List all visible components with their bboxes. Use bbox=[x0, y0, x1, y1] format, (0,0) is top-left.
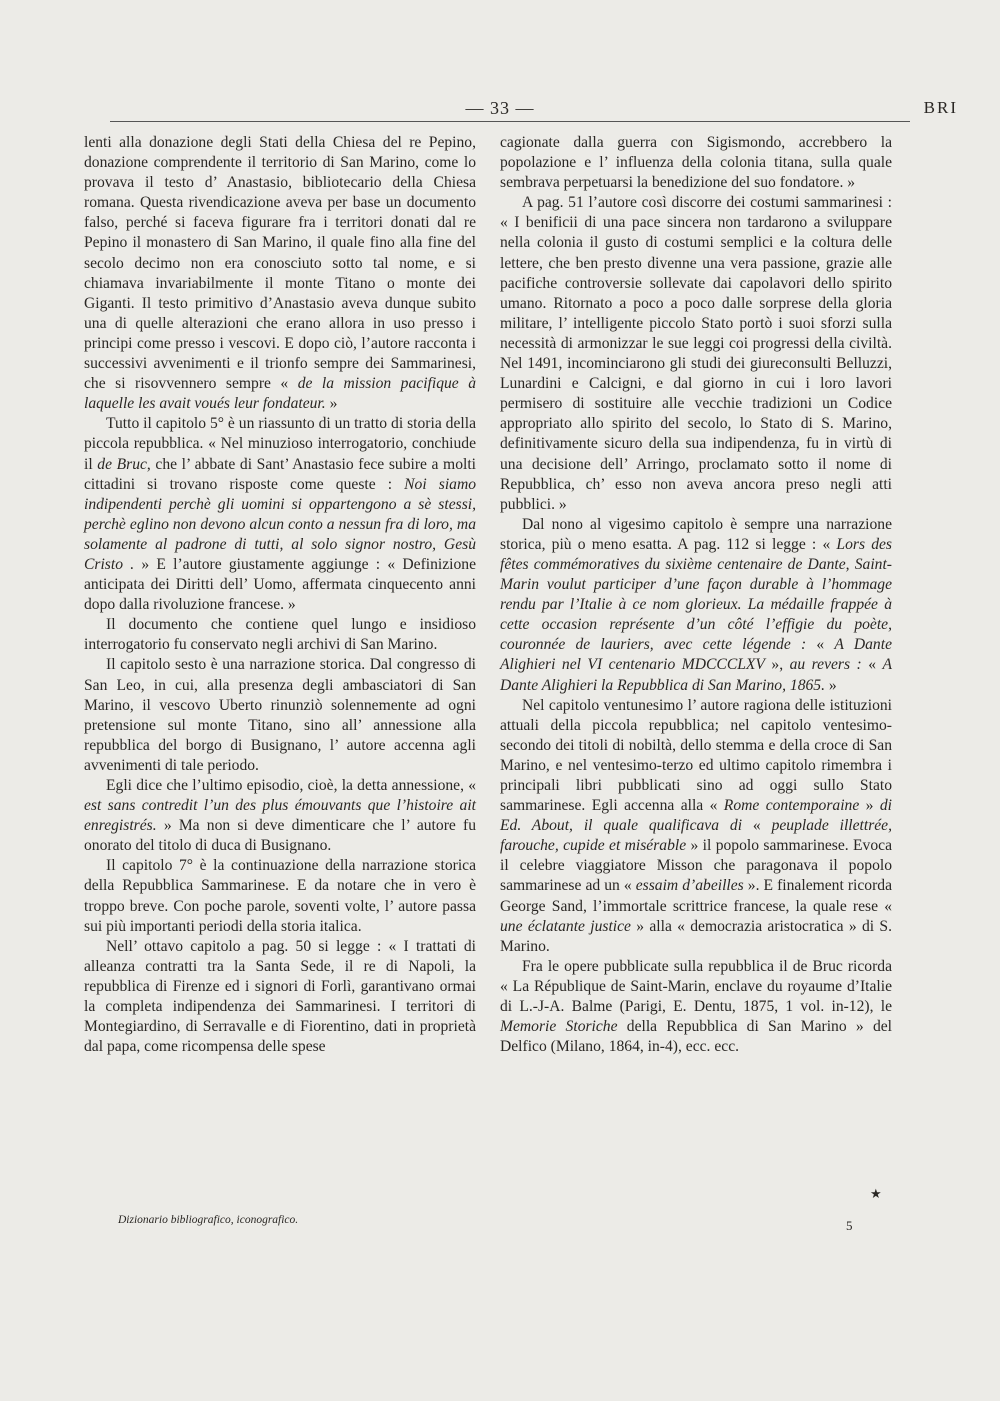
signature-mark: 5 bbox=[846, 1218, 853, 1233]
left-column bbox=[84, 133, 476, 1057]
paragraph: A pag. 51 l’autore così discorre dei costumi sammarinesi : « I benificii di una pace sincera non tardarono a sviluppare nella colonia il gusto di costumi semplici e la coltura delle lettere, che ben presto divenne una vera passione, grazie alle pacifiche controversie sollevate dai capolavori dello spirito umano. Ritornato a poco a poco dalle sorprese della gloria militare, l’ intelligente piccolo Stato portò i suoi sforzi sulla necessità di armonizzar le sue leggi coi progressi della civiltà. Nel 1491, incominciarono gli studi dei giureconsulti Belluzzi, Lunardini e Calcigni, e dal giorno in cui i loro lavori permisero di sostituire alle vecchie tradizioni un Codice appropriato allo spirito del secolo, lo Stato di S. Marino, definitivamente sicuro della sua indipendenza, fu in virtù di una decisione dell’ Arringo, proclamato sotto il nome di Repubblica, ch’ esso non aveva ancora preso negli atti pubblici. » bbox=[500, 194, 892, 513]
paragraph: Il capitolo sesto è una narrazione storica. Dal congresso di San Leo, in cui, alla presenza degli ambasciatori di San Marino, il vescovo Uberto rinunziò solennemente ad ogni pretensione sul monte Titano, sino all’ annessione alla repubblica del borgo di Busignano, l’ autore accenna agli avvenimenti di tale periodo. bbox=[84, 656, 476, 774]
paragraph: Il documento che contiene quel lungo e insidioso interrogatorio fu conservato negli archivi di San Marino. bbox=[84, 616, 476, 654]
end-mark: ★ bbox=[870, 1186, 882, 1201]
page-header bbox=[0, 98, 1000, 122]
paragraph: Nell’ ottavo capitolo a pag. 50 si legge : « I trattati di alleanza contratti tra la Santa Sede, il re di Napoli, la repubblica di Firenze ed i signori di Forlì, garantivano ormai la completa indipendenza dei Sammarinesi. I territori di Montegiardino, di Serravalle e di Fiorentino, dati in proprietà dal papa, come ricompensa delle spese bbox=[84, 937, 476, 1056]
paragraph: Nel capitolo ventunesimo l’ autore ragiona delle istituzioni attuali della piccola repubblica; nel capitolo ventesimo-secondo dei titoli di nobiltà, dello stemma e della croce di San Marino, e nel ventesimo-terzo ed ultimo capitolo rimembra i principali libri pubblicati sino ad oggi sullo Stato sammarinese. Egli accenna alla « Rome contemporaine » di Ed. About, il quale qualificava di « peuplade illettrée, farouche, cupide et misérable » il popolo sammarinese. Evoca il celebre viaggiatore Misson che paragonava il popolo sammarinese ad un « essaim d’abeilles ». E finalement ricorda George Sand, l’immortale scrittrice francese, la quale rese « une éclatante justice » alla « democrazia aristocratica » di S. Marino. bbox=[500, 696, 892, 955]
paragraph: Il capitolo 7° è la continuazione della narrazione storica della Repubblica Sammarinese. E da notare che in vero è troppo breve. Con poche parole, soventi volte, l’ autore passa sui più importanti periodi della storia italica. bbox=[84, 857, 476, 935]
paragraph: Fra le opere pubblicate sulla repubblica il de Bruc ricorda « La République de Saint-Marin, enclave du royaume d’Italie di L.-J-A. Balme (Parigi, E. Dentu, 1875, 1 vol. in-12), le Memorie Storiche della Repubblica di San Marino » del Delfico (Milano, 1864, in-4), ecc. ecc. bbox=[500, 957, 892, 1056]
paragraph: Egli dice che l’ultimo episodio, cioè, la detta annessione, « est sans contredit l’un des plus émouvants que l’histoire ait enregistrés. » Ma non si deve dimenticare che l’ autore fu onorato del titolo di duca di Busignano. bbox=[84, 777, 476, 855]
page-number: — 33 — bbox=[465, 98, 535, 118]
paragraph: Tutto il capitolo 5° è un riassunto di un tratto di storia della piccola repubblica. « Nel minuzioso interrogatorio, conchiude il de Bruc, che l’ abbate di Sant’ Anastasio fece subire a molti cittadini si trovano risposte come queste : Noi siamo indipendenti perchè gli uomini si oppartengono a sè stessi, perchè eglino non devono alcun conto a nessun fra di loro, ma solamente al padrone di tutti, al solo signor nostro, Gesù Cristo . » E l’autore giustamente aggiunge : « Definizione anticipata dei Diritti dell’ Uomo, affermata cinquecento anni dopo dalla rivoluzione francese. » bbox=[84, 415, 477, 614]
paragraph: cagionate dalla guerra con Sigismondo, accrebbero la popolazione e l’ influenza della colonia titana, sulla quale sembrava perpetuarsi la benedizione del suo fondatore. » bbox=[500, 134, 892, 192]
running-head: BRI bbox=[923, 98, 958, 117]
right-column bbox=[500, 133, 892, 1057]
header-rule bbox=[110, 121, 910, 122]
paragraph: Dal nono al vigesimo capitolo è sempre una narrazione storica, più o meno esatta. A pag. 112 si legge : « Lors des fêtes commémoratives du sixième centenaire de Dante, Saint-Marin voulut participer d’une façon durable à l’hommage rendu par l’Italie à ce nom glorieux. La médaille frappée à cette occasion représente d’un côté l’effigie du poète, couronnée de lauriers, avec cette légende : « A Dante Alighieri nel VI centenario MDCCCLXV », au revers : « A Dante Alighieri la Repubblica di San Marino, 1865. » bbox=[500, 515, 892, 694]
footer-note: Dizionario bibliografico, iconografico. bbox=[118, 1214, 299, 1226]
paragraph: lenti alla donazione degli Stati della Chiesa del re Pepino, donazione comprendente il territorio di San Marino, come lo provava il testo d’ Anastasio, bibliotecario della Chiesa romana. Questa rivendicazione aveva per base un documento falso, perché si faceva figurare fra i territori donati dal re Pepino il monastero di San Marino, il quale fino alla fine del secolo decimo non era conosciuto sotto tal nome, e si chiamava invariabilmente il monte Titano o monte dei Giganti. Il testo primitivo d’Anastasio aveva dunque subito una di quelle alterazioni che erano allora in uso presso i principi come presso i vescovi. E dopo ciò, l’autore racconta i successivi avvenimenti e il trionfo sempre dei Sammarinesi, che si risovvennero sempre « de la mission pacifique à laquelle les avait voués leur fondateur. » bbox=[84, 134, 476, 413]
